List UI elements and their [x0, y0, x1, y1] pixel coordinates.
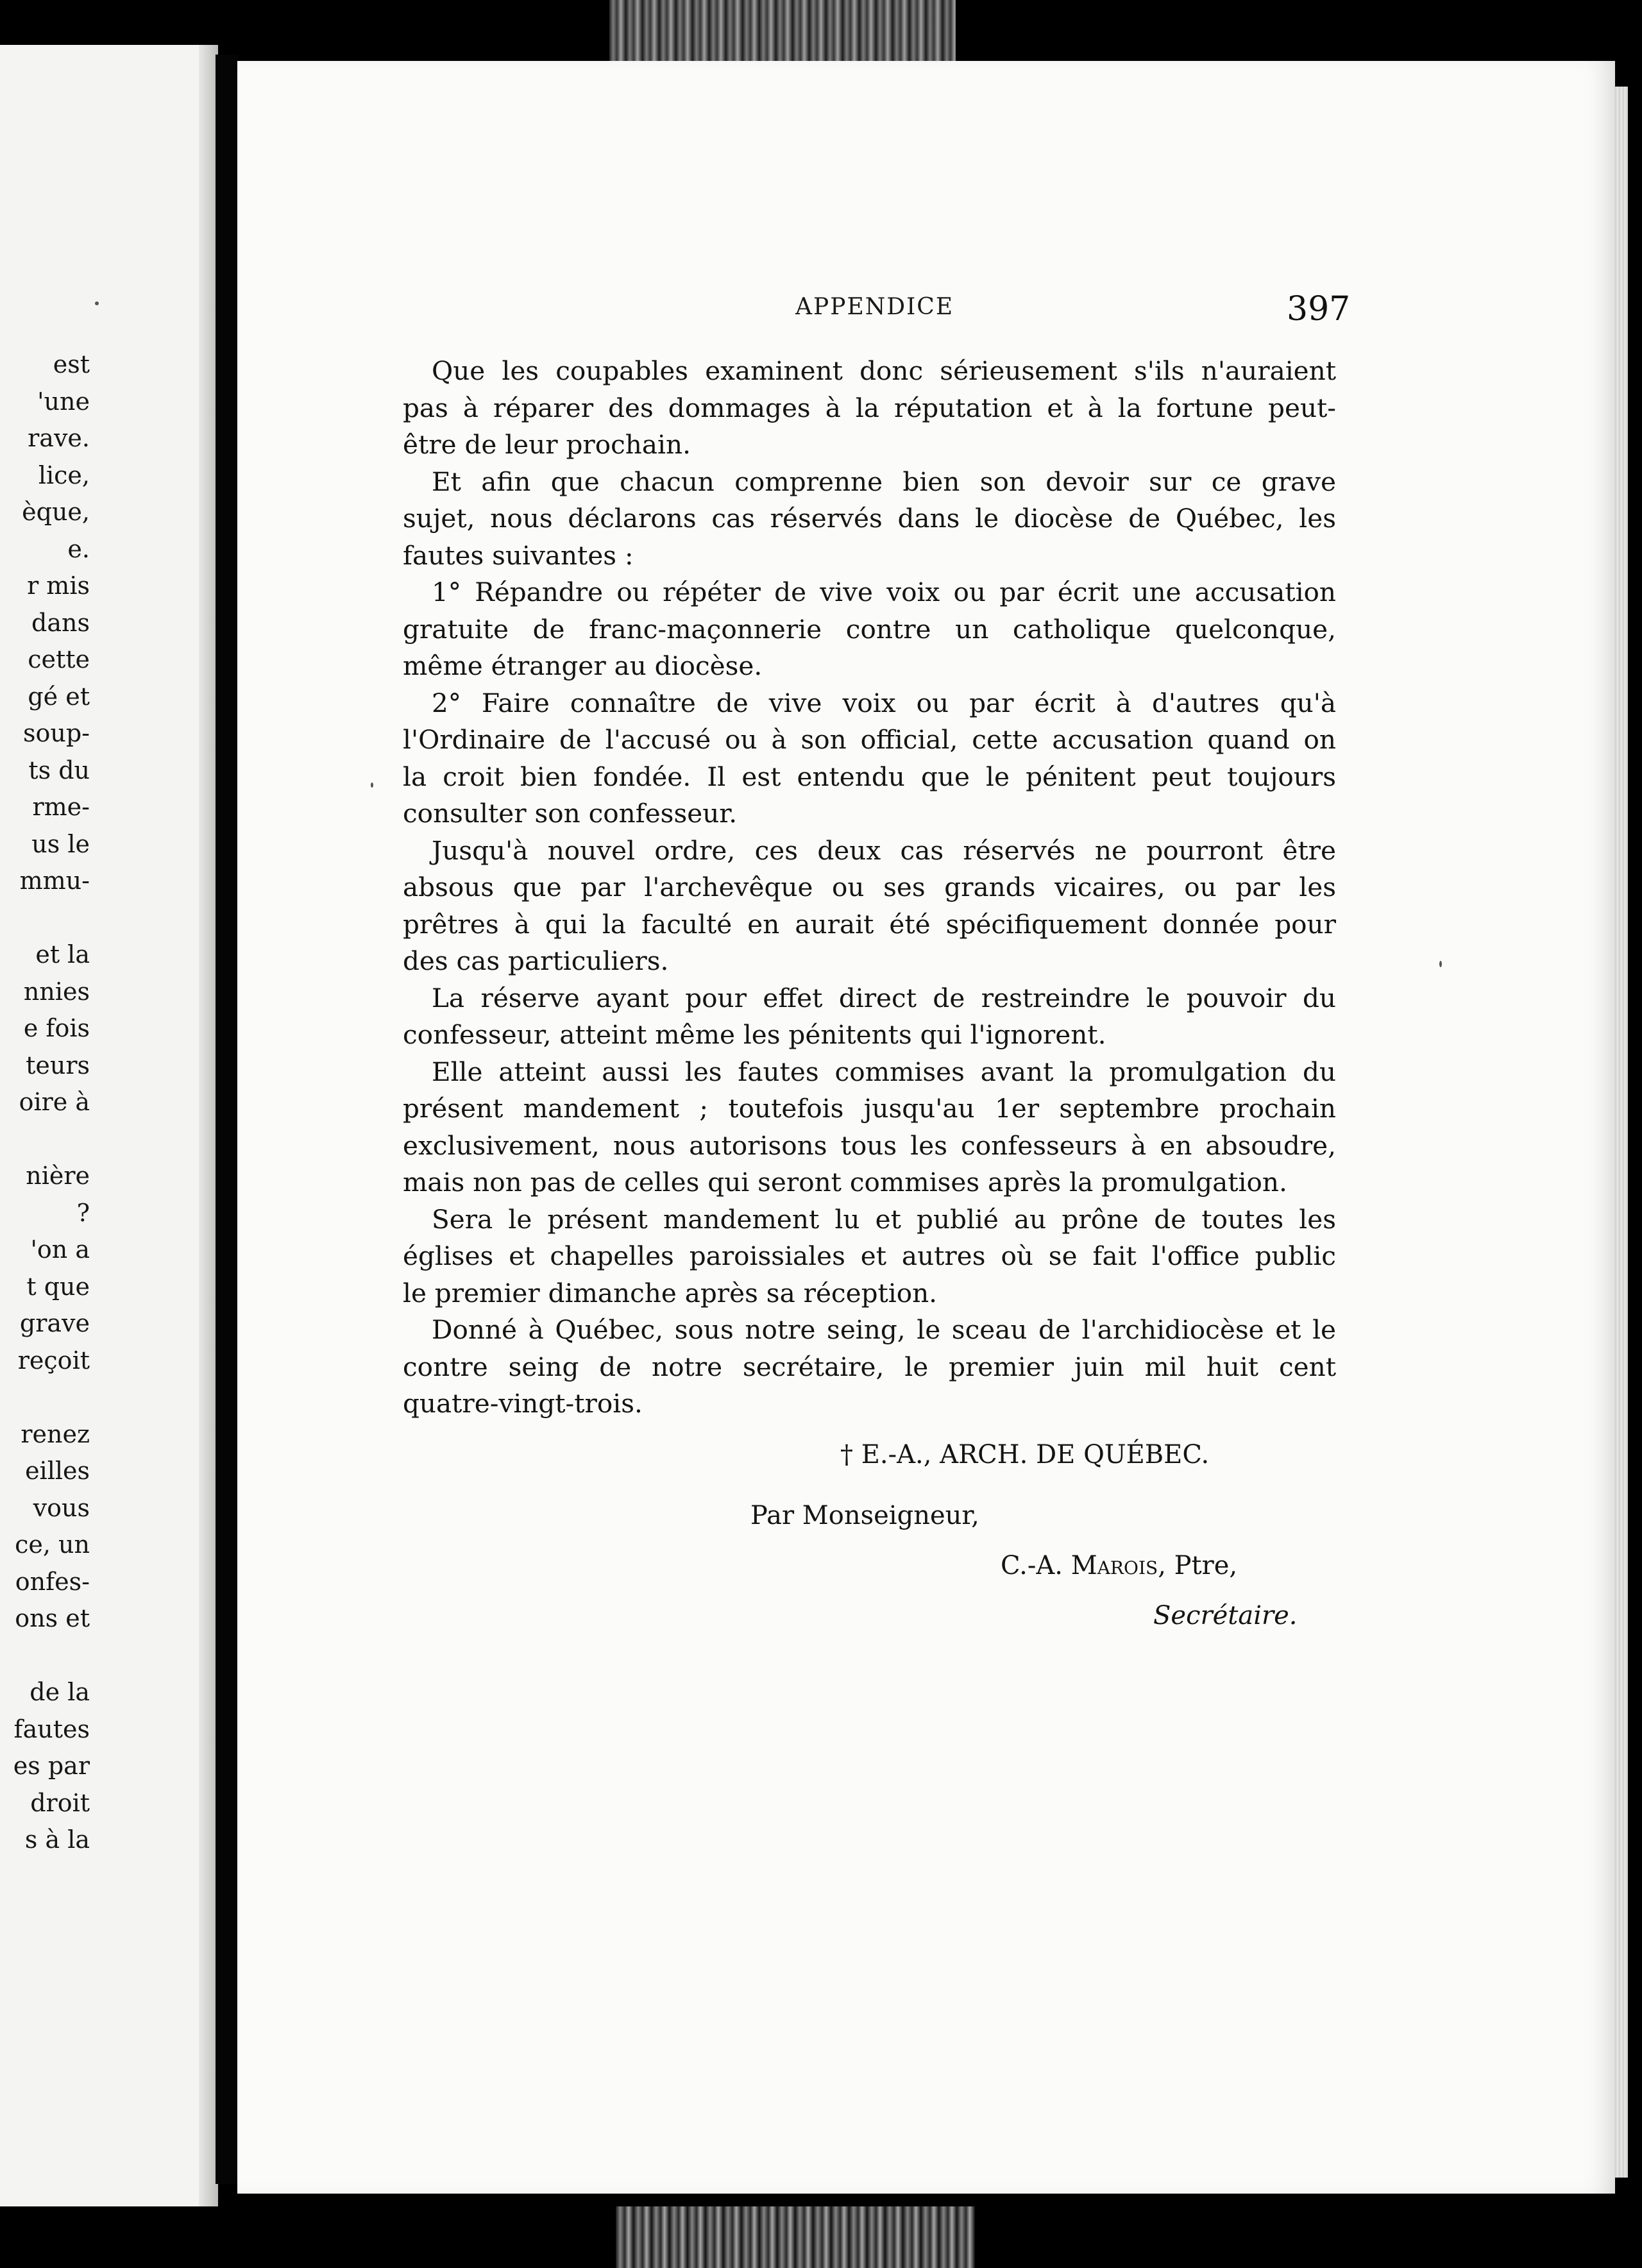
- left-page-fragment: us le: [31, 829, 90, 858]
- text-line: consulter son confesseur.: [403, 798, 738, 829]
- left-page-fragment: onfes-: [15, 1567, 90, 1596]
- fore-edge: [1614, 87, 1628, 2178]
- left-page-fragment: lice,: [38, 461, 90, 489]
- text-line: 1° Répandre ou répéter de vive voix ou par écrit une accusation: [432, 577, 1336, 607]
- left-page-fragment: nnies: [23, 977, 90, 1006]
- text-line: quatre-vingt-trois.: [403, 1388, 643, 1419]
- text-line: l'Ordinaire de l'accusé ou à son official, cette accusation quand on: [403, 724, 1336, 755]
- text-line: Donné à Québec, sous notre seing, le sceau de l'archidiocèse et le: [432, 1314, 1336, 1345]
- text-line: confesseur, atteint même les pénitents qui l'ignorent.: [403, 1019, 1106, 1050]
- text-line: présent mandement ; toutefois jusqu'au 1er septembre prochain: [403, 1093, 1336, 1124]
- text-line: fautes suivantes :: [403, 539, 634, 571]
- left-page-fragment: [0, 1121, 90, 1158]
- left-page-fragment: et la: [35, 940, 90, 969]
- text-line: la croit bien fondée. Il est entendu que le pénitent peut toujours: [403, 761, 1336, 792]
- left-page-fragment: renez: [21, 1419, 90, 1448]
- left-page-fragment: grave: [19, 1309, 90, 1337]
- text-line: Elle atteint aussi les fautes commises avant la promulgation du: [432, 1056, 1336, 1087]
- left-page-fragment: t que: [26, 1272, 90, 1301]
- left-page-fragment: dans: [31, 608, 90, 637]
- left-page-fragment: 'on a: [30, 1235, 90, 1264]
- page-edge-bottom: [616, 2206, 975, 2268]
- text-line: exclusivement, nous autorisons tous les confesseurs à en absoudre,: [403, 1130, 1336, 1161]
- left-page-fragment: gé et: [28, 682, 90, 711]
- secretary-name: [1001, 1551, 1237, 1580]
- left-page: [0, 45, 218, 2206]
- text-line: même étranger au diocèse.: [403, 650, 763, 681]
- left-page-fragment: [0, 1638, 90, 1675]
- by-order-line: Par Monseigneur,: [750, 1501, 979, 1530]
- left-page-fragment: teurs: [26, 1051, 90, 1079]
- left-page-fragment: cette: [28, 645, 90, 673]
- running-head: APPENDICE: [795, 294, 954, 320]
- left-page-fragment: rme-: [32, 793, 90, 821]
- text-line: mais non pas de celles qui seront commises après la promulgation.: [403, 1167, 1287, 1197]
- left-page-fragment: oire à: [19, 1088, 90, 1116]
- secretary-title: Secrétaire.: [1153, 1601, 1298, 1630]
- signature-line: † E.-A., ARCH. DE QUÉBEC.: [840, 1440, 1210, 1469]
- secretary-suffix: , Ptre,: [1158, 1551, 1238, 1580]
- binding-gutter: [216, 55, 239, 2184]
- left-page-fragment: de la: [30, 1678, 90, 1706]
- left-page-fragment: droit: [30, 1788, 90, 1817]
- left-page-fragment: vous: [33, 1493, 90, 1522]
- text-line: La réserve ayant pour effet direct de restreindre le pouvoir du: [432, 982, 1336, 1013]
- left-page-fragment: fautes: [13, 1714, 90, 1743]
- left-page-fragment: est: [53, 350, 90, 378]
- left-page-fragment: ?: [76, 1198, 90, 1227]
- left-page-fragment: e fois: [23, 1014, 90, 1042]
- text-line: être de leur prochain.: [403, 429, 691, 460]
- left-page-fragment: [0, 900, 90, 937]
- text-line: Sera le présent mandement lu et publié au prône de toutes les: [432, 1203, 1336, 1235]
- text-line: contre seing de notre secrétaire, le premier juin mil huit cent: [403, 1351, 1336, 1382]
- text-line: Et afin que chacun comprenne bien son devoir sur ce grave: [432, 466, 1336, 497]
- text-line: le premier dimanche après sa réception.: [403, 1277, 938, 1308]
- text-line: 2° Faire connaître de vive voix ou par écrit à d'autres qu'à: [432, 687, 1336, 718]
- left-page-fragment: èque,: [22, 498, 90, 526]
- text-line: églises et chapelles paroissiales et autres où se fait l'office public: [403, 1240, 1336, 1271]
- body-text: [403, 353, 1336, 1423]
- secretary-initials: C.-A.: [1001, 1551, 1063, 1580]
- left-page-fragment: ts du: [28, 756, 90, 784]
- left-page-fragment: eilles: [25, 1457, 90, 1485]
- text-line: gratuite de franc-maçonnerie contre un catholique quelconque,: [403, 613, 1336, 645]
- left-page-fragment: r mis: [27, 571, 90, 600]
- left-page-fragment: 'une: [37, 387, 90, 416]
- secretary-surname: Marois: [1071, 1551, 1158, 1580]
- text-line: des cas particuliers.: [403, 945, 669, 976]
- left-page-fragment: es par: [13, 1752, 90, 1780]
- left-page-fragment: ce, un: [15, 1530, 90, 1559]
- scan-speck: [1439, 961, 1442, 967]
- text-line: prêtres à qui la faculté en aurait été spécifiquement donnée pour: [403, 908, 1336, 940]
- left-page-text-fragments: [0, 346, 90, 1859]
- left-page-fragment: ons et: [15, 1604, 90, 1632]
- scan-speck: [95, 301, 99, 305]
- left-page-fragment: nière: [26, 1162, 90, 1190]
- left-page-fragment: [0, 1379, 90, 1416]
- text-line: pas à réparer des dommages à la réputation et à la fortune peut-: [403, 392, 1336, 423]
- page-edge-top: [609, 0, 956, 61]
- scan-speck: [371, 783, 373, 788]
- text-line: Jusqu'à nouvel ordre, ces deux cas réservés ne pourront être: [432, 834, 1336, 866]
- left-page-fragment: mmu-: [19, 867, 90, 895]
- left-page-fragment: soup-: [22, 719, 90, 747]
- text-line: absous que par l'archevêque ou ses grands vicaires, ou par les: [403, 872, 1336, 902]
- left-page-fragment: s à la: [24, 1825, 90, 1854]
- left-page-fragment: e.: [67, 534, 90, 563]
- left-page-fragment: reçoit: [17, 1346, 90, 1375]
- text-line: sujet, nous déclarons cas réservés dans le diocèse de Québec, les: [403, 503, 1336, 534]
- text-line: Que les coupables examinent donc sérieusement s'ils n'auraient: [432, 355, 1336, 386]
- page-number: 397: [1287, 290, 1351, 328]
- left-page-fragment: rave.: [28, 424, 90, 452]
